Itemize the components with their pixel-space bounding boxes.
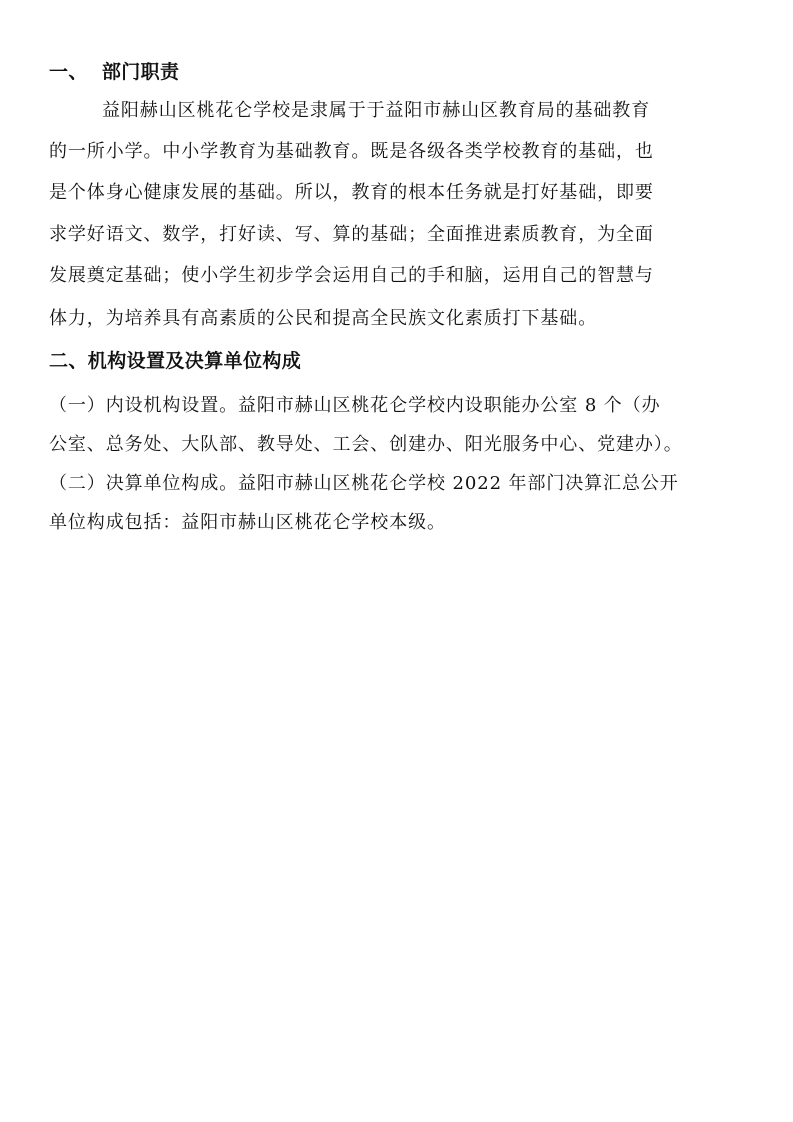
paragraph-line: 发展奠定基础；使小学生初步学会运用自己的手和脑，运用自己的智慧与 — [49, 265, 654, 286]
paragraph-line: （二）决算单位构成。益阳市赫山区桃花仑学校 2022 年部门决算汇总公开 — [49, 473, 679, 494]
paragraph-line: 体力，为培养具有高素质的公民和提高全民族文化素质打下基础。 — [49, 308, 598, 329]
paragraph-line: 公室、总务处、大队部、教导处、工会、创建办、阳光服务中心、党建办）。 — [49, 434, 683, 455]
paragraph-line: 的一所小学。中小学教育为基础教育。既是各级各类学校教育的基础，也 — [49, 141, 654, 162]
section-heading-duties — [49, 59, 179, 85]
section-heading-structure: 二、机构设置及决算单位构成 — [49, 350, 302, 372]
paragraph-line: 是个体身心健康发展的基础。所以，教育的根本任务就是打好基础，即要 — [49, 182, 654, 203]
section-number: 一、 — [49, 61, 88, 83]
paragraph-line: 益阳赫山区桃花仑学校是隶属于于益阳市赫山区教育局的基础教育 — [102, 100, 651, 121]
paragraph-line: 求学好语文、数学，打好读、写、算的基础；全面推进素质教育，为全面 — [49, 224, 654, 245]
paragraph-line: （一）内设机构设置。益阳市赫山区桃花仑学校内设职能办公室 8 个（办 — [49, 395, 661, 416]
section-title: 部门职责 — [101, 61, 180, 83]
paragraph-line: 单位构成包括：益阳市赫山区桃花仑学校本级。 — [49, 512, 446, 533]
